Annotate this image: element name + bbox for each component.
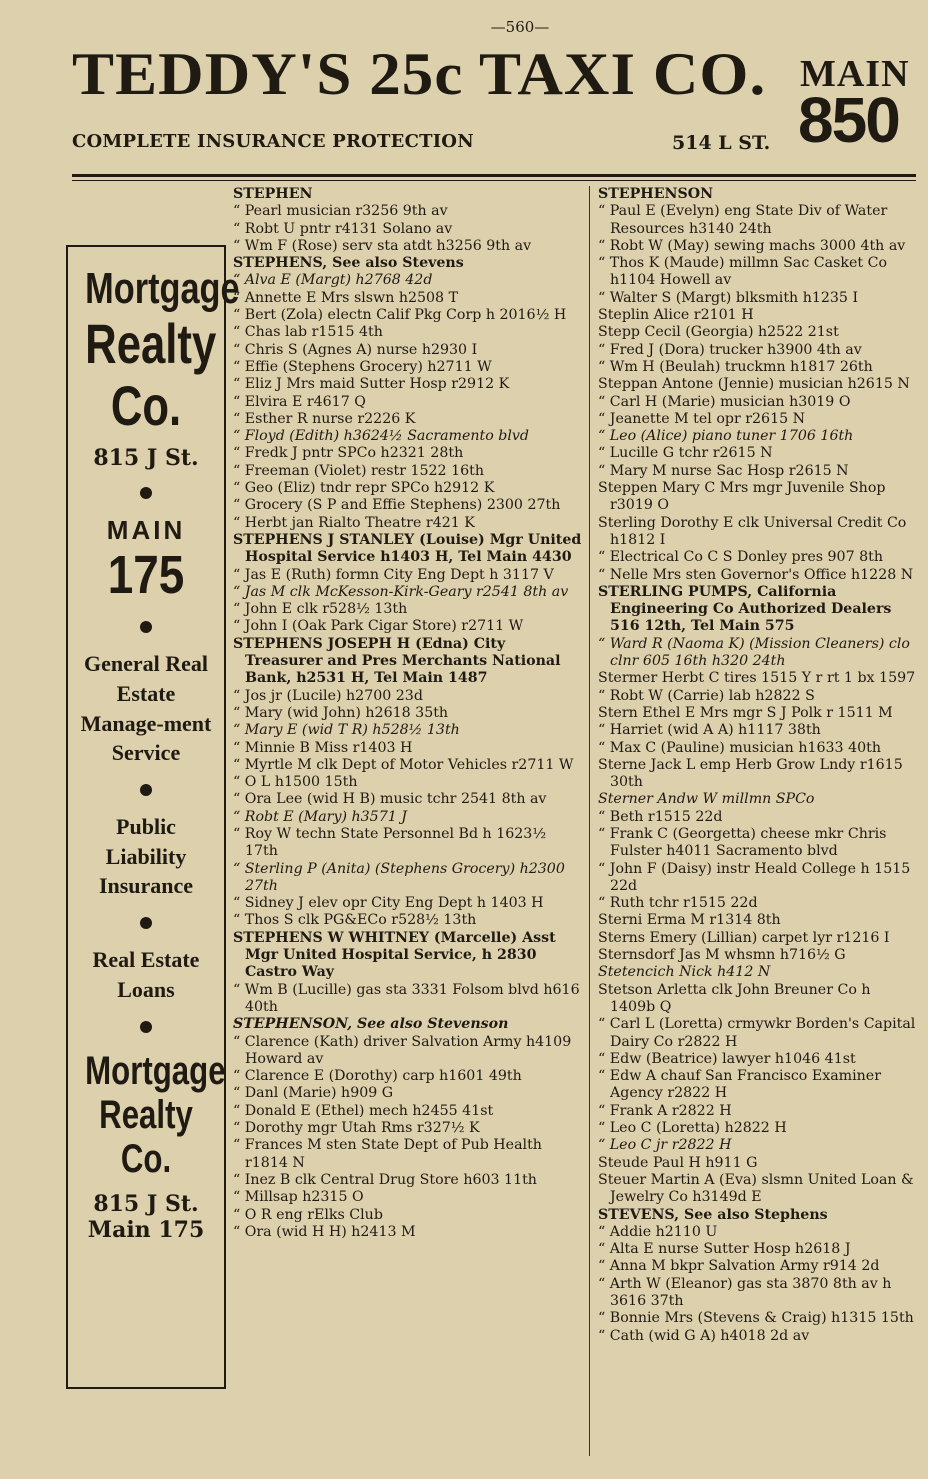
directory-column-left (233, 186, 583, 1241)
listing-entry: “ Fredk J pntr SPCo h2321 28th (233, 445, 464, 462)
listing-entry: “ O R eng rElks Club (233, 1206, 383, 1223)
ad-phone-number: 850 (798, 84, 899, 156)
listing-entry: Steuer Martin A (Eva) slsmn United Loan & Jewelry Co h3149d E (598, 1171, 914, 1206)
listing-heading: STEPHENS JOSEPH H (Edna) City Treasurer and Pres Merchants National Bank, h2531 H, Tel Main 1487 (233, 635, 561, 687)
listing-entry: “ Wm B (Lucille) gas sta 3331 Folsom blvd h616 40th (233, 981, 580, 1015)
listing-entry: “ Millsap h2315 O (233, 1189, 364, 1206)
sidebar-service-2: Public Liability Insurance (98, 814, 194, 899)
listing-entry: “ Carl H (Marie) musician h3019 O (598, 393, 851, 410)
bullet-dot (140, 784, 152, 796)
listing-entry: “ Clarence (Kath) driver Salvation Army h4109 Howard av (233, 1033, 572, 1067)
page-number: —560— (490, 18, 550, 36)
listing-entry: Steppen Mary C Mrs mgr Juvenile Shop r3019 O (598, 480, 886, 514)
listing-entry: “ Annette E Mrs slswn h2508 T (233, 289, 459, 306)
listing-entry: Sterns Emery (Lillian) carpet lyr r1216 I (598, 929, 890, 946)
listing-entry: “ Minnie B Miss r1403 H (233, 739, 413, 756)
sidebar-ad (66, 245, 240, 1389)
listing-entry: “ Ruth tchr r1515 22d (598, 895, 758, 912)
listing-entry: “ Freeman (Violet) restr 1522 16th (233, 462, 484, 479)
listing-entry: Steplin Alice r2101 H (598, 307, 754, 324)
listing-entry: Stermer Herbt C tires 1515 Y r rt 1 bx 1597 (598, 670, 916, 687)
listing-entry: “ Carl L (Loretta) crmywkr Borden's Capital Dairy Co r2822 H (598, 1016, 916, 1050)
listing-heading: STEPHEN (233, 186, 313, 202)
listing-entry: “ Lucille G tchr r2615 N (598, 445, 773, 462)
listing-entry: “ Beth r1515 22d (598, 808, 723, 825)
listing-entry: “ Robt W (Carrie) lab h2822 S (598, 687, 815, 704)
listing-entry: “ Mary E (wid T R) h528½ 13th (233, 722, 460, 739)
listing-entry: “ Chris S (Agnes A) nurse h2930 I (233, 341, 478, 358)
listing-heading: STERLING PUMPS, California Engineering Co Authorized Dealers 516 12th, Tel Main 575 (598, 583, 892, 635)
listing-entry: Sterner Andw W millmn SPCo (598, 791, 815, 808)
listing-heading: STEPHENS J STANLEY (Louise) Mgr United Hospital Service h1403 H, Tel Main 4430 (233, 531, 582, 566)
column-divider (589, 186, 590, 1456)
listing-entry: Steude Paul H h911 G (598, 1154, 758, 1171)
sidebar-title-3: Co. (110, 373, 182, 437)
listing-entry: Steppan Antone (Jennie) musician h2615 N (598, 376, 910, 393)
sidebar-bottom-2: Realty (99, 1092, 193, 1137)
directory-column-right (598, 186, 916, 1345)
sidebar-service-3: Real Estate Loans (92, 947, 200, 1002)
sidebar-bottom-address: 815 J St. (93, 1190, 199, 1217)
listing-entry: “ Max C (Pauline) musician h1633 40th (598, 739, 881, 756)
listing-entry: “ O L h1500 15th (233, 774, 358, 791)
listing-entry: “ Leo C jr r2822 H (598, 1137, 732, 1154)
listing-entry: “ John F (Daisy) instr Heald College h 1515 22d (598, 860, 911, 894)
listing-entry: “ Cath (wid G A) h4018 2d av (598, 1327, 810, 1344)
listing-entry: “ Donald E (Ethel) mech h2455 41st (233, 1102, 494, 1119)
listing-entry: “ Esther R nurse r2226 K (233, 410, 416, 427)
listing-entry: Stetencich Nick h412 N (598, 964, 771, 981)
listing-entry: Sterni Erma M r1314 8th (598, 912, 781, 929)
header-rule-thin (72, 180, 916, 181)
listing-entry: “ Leo C (Loretta) h2822 H (598, 1120, 787, 1137)
listing-entry: “ Herbt jan Rialto Theatre r421 K (233, 514, 475, 531)
listing-entry: “ Ora (wid H H) h2413 M (233, 1223, 416, 1240)
listing-entry: “ Wm F (Rose) serv sta atdt h3256 9th av (233, 237, 532, 254)
listing-entry: “ Alta E nurse Sutter Hosp h2618 J (598, 1241, 851, 1258)
listing-entry: “ Jas E (Ruth) formn City Eng Dept h 3117 V (233, 566, 554, 583)
listing-entry: “ Floyd (Edith) h3624½ Sacramento blvd (233, 428, 530, 445)
listing-entry: “ Robt W (May) sewing machs 3000 4th av (598, 237, 906, 254)
listing-entry: “ Dorothy mgr Utah Rms r327½ K (233, 1120, 480, 1137)
sidebar-phone-number: 175 (107, 544, 185, 605)
listing-entry: “ Jos jr (Lucile) h2700 23d (233, 687, 423, 704)
listing-entry: “ Nelle Mrs sten Governor's Office h1228 N (598, 566, 914, 583)
sidebar-bottom-3: Co. (120, 1136, 172, 1181)
listing-entry: “ Sterling P (Anita) (Stephens Grocery) h2300 27th (233, 860, 565, 894)
listing-entry: “ Elvira E r4617 Q (233, 393, 366, 410)
listing-entry: “ Thos S clk PG&ECo r528½ 13th (233, 912, 477, 929)
listing-entry: “ Grocery (S P and Effie Stephens) 2300 27th (233, 497, 561, 514)
listing-entry: “ Inez B clk Central Drug Store h603 11th (233, 1171, 537, 1188)
listing-heading: STEPHENS, See also Stevens (233, 255, 464, 272)
listing-entry: “ Frances M sten State Dept of Pub Health r1814 N (233, 1137, 542, 1171)
listing-entry: “ Clarence E (Dorothy) carp h1601 49th (233, 1068, 522, 1085)
bullet-dot (140, 621, 152, 633)
listing-entry: “ Edw (Beatrice) lawyer h1046 41st (598, 1050, 856, 1067)
listing-entry: “ Jeanette M tel opr r2615 N (598, 410, 806, 427)
listing-entry: “ Alva E (Margt) h2768 42d (233, 272, 433, 289)
listing-entry: “ John E clk r528½ 13th (233, 601, 408, 618)
listing-heading: STEPHENS W WHITNEY (Marcelle) Asst Mgr United Hospital Service, h 2830 Castro Way (233, 929, 556, 981)
listing-entry: “ Mary (wid John) h2618 35th (233, 704, 449, 721)
listing-entry: “ Bert (Zola) electn Calif Pkg Corp h 2016½ H (233, 307, 567, 324)
listing-entry: “ Myrtle M clk Dept of Motor Vehicles r2711 W (233, 756, 574, 773)
listing-heading: STEVENS, See also Stephens (598, 1206, 828, 1223)
ad-subtitle: COMPLETE INSURANCE PROTECTION (72, 131, 474, 152)
listing-entry: “ Frank C (Georgetta) cheese mkr Chris Fulster h4011 Sacramento blvd (598, 825, 887, 860)
listing-entry: Sterling Dorothy E clk Universal Credit Co h1812 I (598, 514, 907, 548)
listing-entry: Sternsdorf Jas M whsmn h716½ G (598, 947, 846, 964)
ad-title: TEDDY'S 25c TAXI CO. (72, 41, 767, 107)
listing-entry: “ Arth W (Eleanor) gas sta 3870 8th av h 3616 37th (598, 1275, 892, 1309)
listing-entry: “ Geo (Eliz) tndr repr SPCo h2912 K (233, 480, 495, 497)
sidebar-title-1: Mortgage (85, 264, 240, 313)
listing-entry: Stern Ethel E Mrs mgr S J Polk r 1511 M (598, 704, 893, 721)
listing-entry: “ Effie (Stephens Grocery) h2711 W (233, 358, 492, 375)
listing-entry: “ Bonnie Mrs (Stevens & Craig) h1315 15th (598, 1310, 914, 1327)
listing-entry: “ Mary M nurse Sac Hosp r2615 N (598, 462, 849, 479)
listing-entry: “ Anna M bkpr Salvation Army r914 2d (598, 1258, 880, 1275)
listing-entry: “ Pearl musician r3256 9th av (233, 203, 448, 220)
listing-entry: “ Robt U pntr r4131 Solano av (233, 220, 453, 237)
header-rule (72, 174, 916, 177)
sidebar-bottom-phone: Main 175 (87, 1216, 205, 1243)
listing-heading: STEPHENSON, See also Stevenson (233, 1016, 509, 1033)
listing-entry: “ Leo (Alice) piano tuner 1706 16th (598, 428, 854, 445)
listing-entry: “ Harriet (wid A A) h1117 38th (598, 722, 821, 739)
listing-entry: “ Frank A r2822 H (598, 1102, 732, 1119)
listing-entry: “ Edw A chauf San Francisco Examiner Agency r2822 H (598, 1068, 881, 1102)
bullet-dot (140, 1021, 152, 1033)
listing-entry: “ Robt E (Mary) h3571 J (233, 808, 407, 825)
sidebar-main-label: MAIN (106, 514, 186, 545)
listing-entry: Sterne Jack L emp Herb Grow Lndy r1615 30th (598, 756, 903, 791)
bullet-dot (140, 917, 152, 929)
listing-entry: “ John I (Oak Park Cigar Store) r2711 W (233, 618, 524, 635)
listing-entry: “ Sidney J elev opr City Eng Dept h 1403 H (233, 895, 544, 912)
listing-entry: “ Thos K (Maude) millmn Sac Casket Co h1104 Howell av (598, 255, 887, 289)
ad-phone-label: MAIN (800, 53, 910, 95)
listing-entry: Stepp Cecil (Georgia) h2522 21st (598, 324, 839, 341)
listing-entry: “ Danl (Marie) h909 G (233, 1085, 394, 1102)
bullet-dot (140, 487, 152, 499)
listing-entry: “ Walter S (Margt) blksmith h1235 I (598, 289, 859, 306)
listing-entry: “ Addie h2110 U (598, 1223, 718, 1240)
ad-address: 514 L ST. (672, 132, 771, 154)
sidebar-service-1: General Real Estate Manage-ment Service (80, 651, 212, 766)
listing-entry: “ Ward R (Naoma K) (Mission Cleaners) clo clnr 605 16th h320 24th (598, 635, 910, 670)
sidebar-bottom-1: Mortgage (85, 1048, 226, 1093)
listing-entry: “ Jas M clk McKesson-Kirk-Geary r2541 8th av (233, 583, 569, 600)
listing-entry: “ Wm H (Beulah) truckmn h1817 26th (598, 358, 873, 375)
listing-entry: “ Chas lab r1515 4th (233, 324, 383, 341)
listing-entry: “ Paul E (Evelyn) eng State Div of Water Resources h3140 24th (598, 203, 888, 237)
listing-entry: Stetson Arletta clk John Breuner Co h 1409b Q (598, 981, 871, 1015)
listing-entry: “ Ora Lee (wid H B) music tchr 2541 8th av (233, 791, 547, 808)
sidebar-title-2: Realty (85, 312, 217, 376)
listing-entry: “ Eliz J Mrs maid Sutter Hosp r2912 K (233, 376, 510, 393)
listing-entry: “ Fred J (Dora) trucker h3900 4th av (598, 341, 862, 358)
listing-heading: STEPHENSON (598, 186, 714, 202)
listing-entry: “ Electrical Co C S Donley pres 907 8th (598, 549, 883, 566)
listing-entry: “ Roy W techn State Personnel Bd h 1623½ 17th (233, 825, 547, 860)
sidebar-address: 815 J St. (93, 444, 199, 471)
